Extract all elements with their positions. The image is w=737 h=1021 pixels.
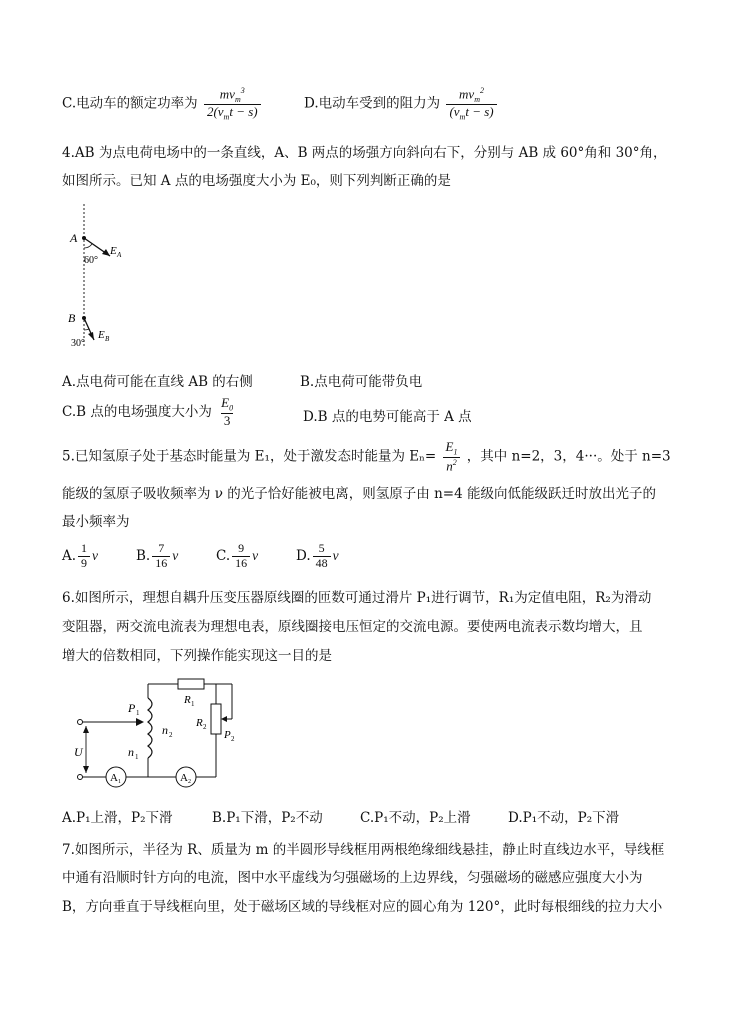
svg-text:2: 2 (169, 731, 173, 739)
svg-text:1: 1 (135, 753, 139, 761)
q5-option-b: B. $\frac{7}{16}$ ν (136, 541, 179, 570)
q7-stem-line3: B，方向垂直于导线框向里，处于磁场区域的导线框对应的圆心角为 120°，此时每根细线的拉力大小 (62, 899, 663, 915)
q6-stem-line2: 变阻器，两交流电流表为理想电表，原线圈接电压恒定的交流电源。要使两电流表示数均增大，且 (62, 619, 643, 635)
q5-energy-fraction: $\frac{E_1}{n^2}$ (443, 440, 461, 474)
q3-option-c: C.电动车的额定功率为 $\frac{mv_m^3}{2(v_mt - s)}$ (62, 86, 263, 122)
q6-option-c: C.P₁不动，P₂上滑 (360, 810, 471, 826)
q3-option-d: D.电动车受到的阻力为 $\frac{mv_m^2}{(v_mt - s)}$ (304, 86, 499, 122)
q4-option-b: B.点电荷可能带负电 (300, 374, 423, 390)
svg-text:A: A (117, 251, 122, 259)
angle-b: 30° (71, 338, 85, 349)
label-r1: R (184, 694, 191, 706)
q3-option-d-fraction: $\frac{mv_m^2}{(v_mt - s)}$ (446, 86, 496, 122)
q7-stem-line1: 7.如图所示，半径为 R、质量为 m 的半圆形导线框用两根绝缘细线悬挂，静止时直线边水平，导线框 (62, 842, 665, 858)
angle-a: 60° (84, 255, 98, 266)
q7-stem-line2: 中通有沿顺时针方向的电流，图中水平虚线为匀强磁场的上边界线，匀强磁场的磁感应强度大小为 (62, 870, 643, 886)
q4-option-a: A.点电荷可能在直线 AB 的右侧 (62, 374, 253, 390)
q6-option-d: D.P₁不动，P₂下滑 (508, 810, 620, 826)
svg-text:B: B (105, 335, 110, 343)
label-ea: E (110, 245, 117, 257)
svg-text:2: 2 (231, 735, 235, 743)
q5-stem-line3: 最小频率为 (62, 514, 130, 530)
svg-text:1: 1 (191, 700, 195, 708)
label-p1: P (128, 701, 136, 715)
q5-option-c: C. $\frac{9}{16}$ ν (216, 541, 259, 570)
svg-text:A: A (110, 772, 118, 784)
label-a: A (70, 231, 78, 245)
q3-option-c-fraction: $\frac{mv_m^3}{2(v_mt - s)}$ (204, 86, 261, 122)
q5-stem-line2: 能级的氢原子吸收频率为 ν 的光子恰好能被电离，则氢原子由 n=4 能级向低能级跃迁时放出光子的 (62, 486, 656, 502)
q4-option-c: C.B 点的电场强度大小为 $\frac{E_0}{3}$ (62, 396, 238, 429)
q6-option-a: A.P₁上滑，P₂下滑 (62, 810, 173, 826)
svg-text:1: 1 (136, 709, 140, 717)
q4-figure (62, 200, 142, 350)
resistor-r1 (178, 679, 204, 689)
q4-option-c-fraction: $\frac{E_0}{3}$ (221, 395, 234, 428)
q4-stem-line1: 4.AB 为点电荷电场中的一条直线，A、B 两点的场强方向斜向右下，分别与 AB 成 60°角和 30°角， (62, 145, 667, 161)
label-r2: R (196, 717, 203, 729)
svg-text:2: 2 (188, 779, 191, 785)
svg-text:2: 2 (203, 723, 207, 731)
q5-stem-line1: 5.已知氢原子处于基态时能量为 E₁，处于激发态时能量为 Eₙ= $\frac{E_1}{n^2}$ ，其中 n=2，3，4···。处于 n=3 (62, 439, 671, 474)
label-p2: P (224, 729, 231, 741)
transformer-coil (148, 698, 152, 758)
label-eb: E (98, 329, 105, 341)
svg-text:1: 1 (118, 779, 121, 785)
label-u: U (74, 745, 83, 759)
label-n2: n (162, 723, 168, 737)
label-n1: n (128, 745, 134, 759)
q5-option-d: D. $\frac{5}{48}$ ν (296, 541, 339, 570)
q6-stem-line3: 增大的倍数相同，下列操作能实现这一目的是 (62, 648, 332, 664)
q5-option-a: A. $\frac{1}{9}$ ν (62, 541, 99, 570)
q6-circuit-figure (72, 676, 262, 791)
q6-option-b: B.P₁下滑，P₂不动 (212, 810, 323, 826)
q4-stem-line2: 如图所示。已知 A 点的电场强度大小为 E₀，则下列判断正确的是 (62, 173, 451, 189)
svg-text:A: A (180, 772, 188, 784)
label-b: B (68, 311, 76, 325)
q6-stem-line1: 6.如图所示，理想自耦升压变压器原线圈的匝数可通过滑片 P₁进行调节，R₁为定值电阻，R₂为滑动 (62, 590, 652, 606)
rheostat-r2 (211, 704, 221, 734)
q4-option-d: D.B 点的电势可能高于 A 点 (303, 409, 472, 425)
